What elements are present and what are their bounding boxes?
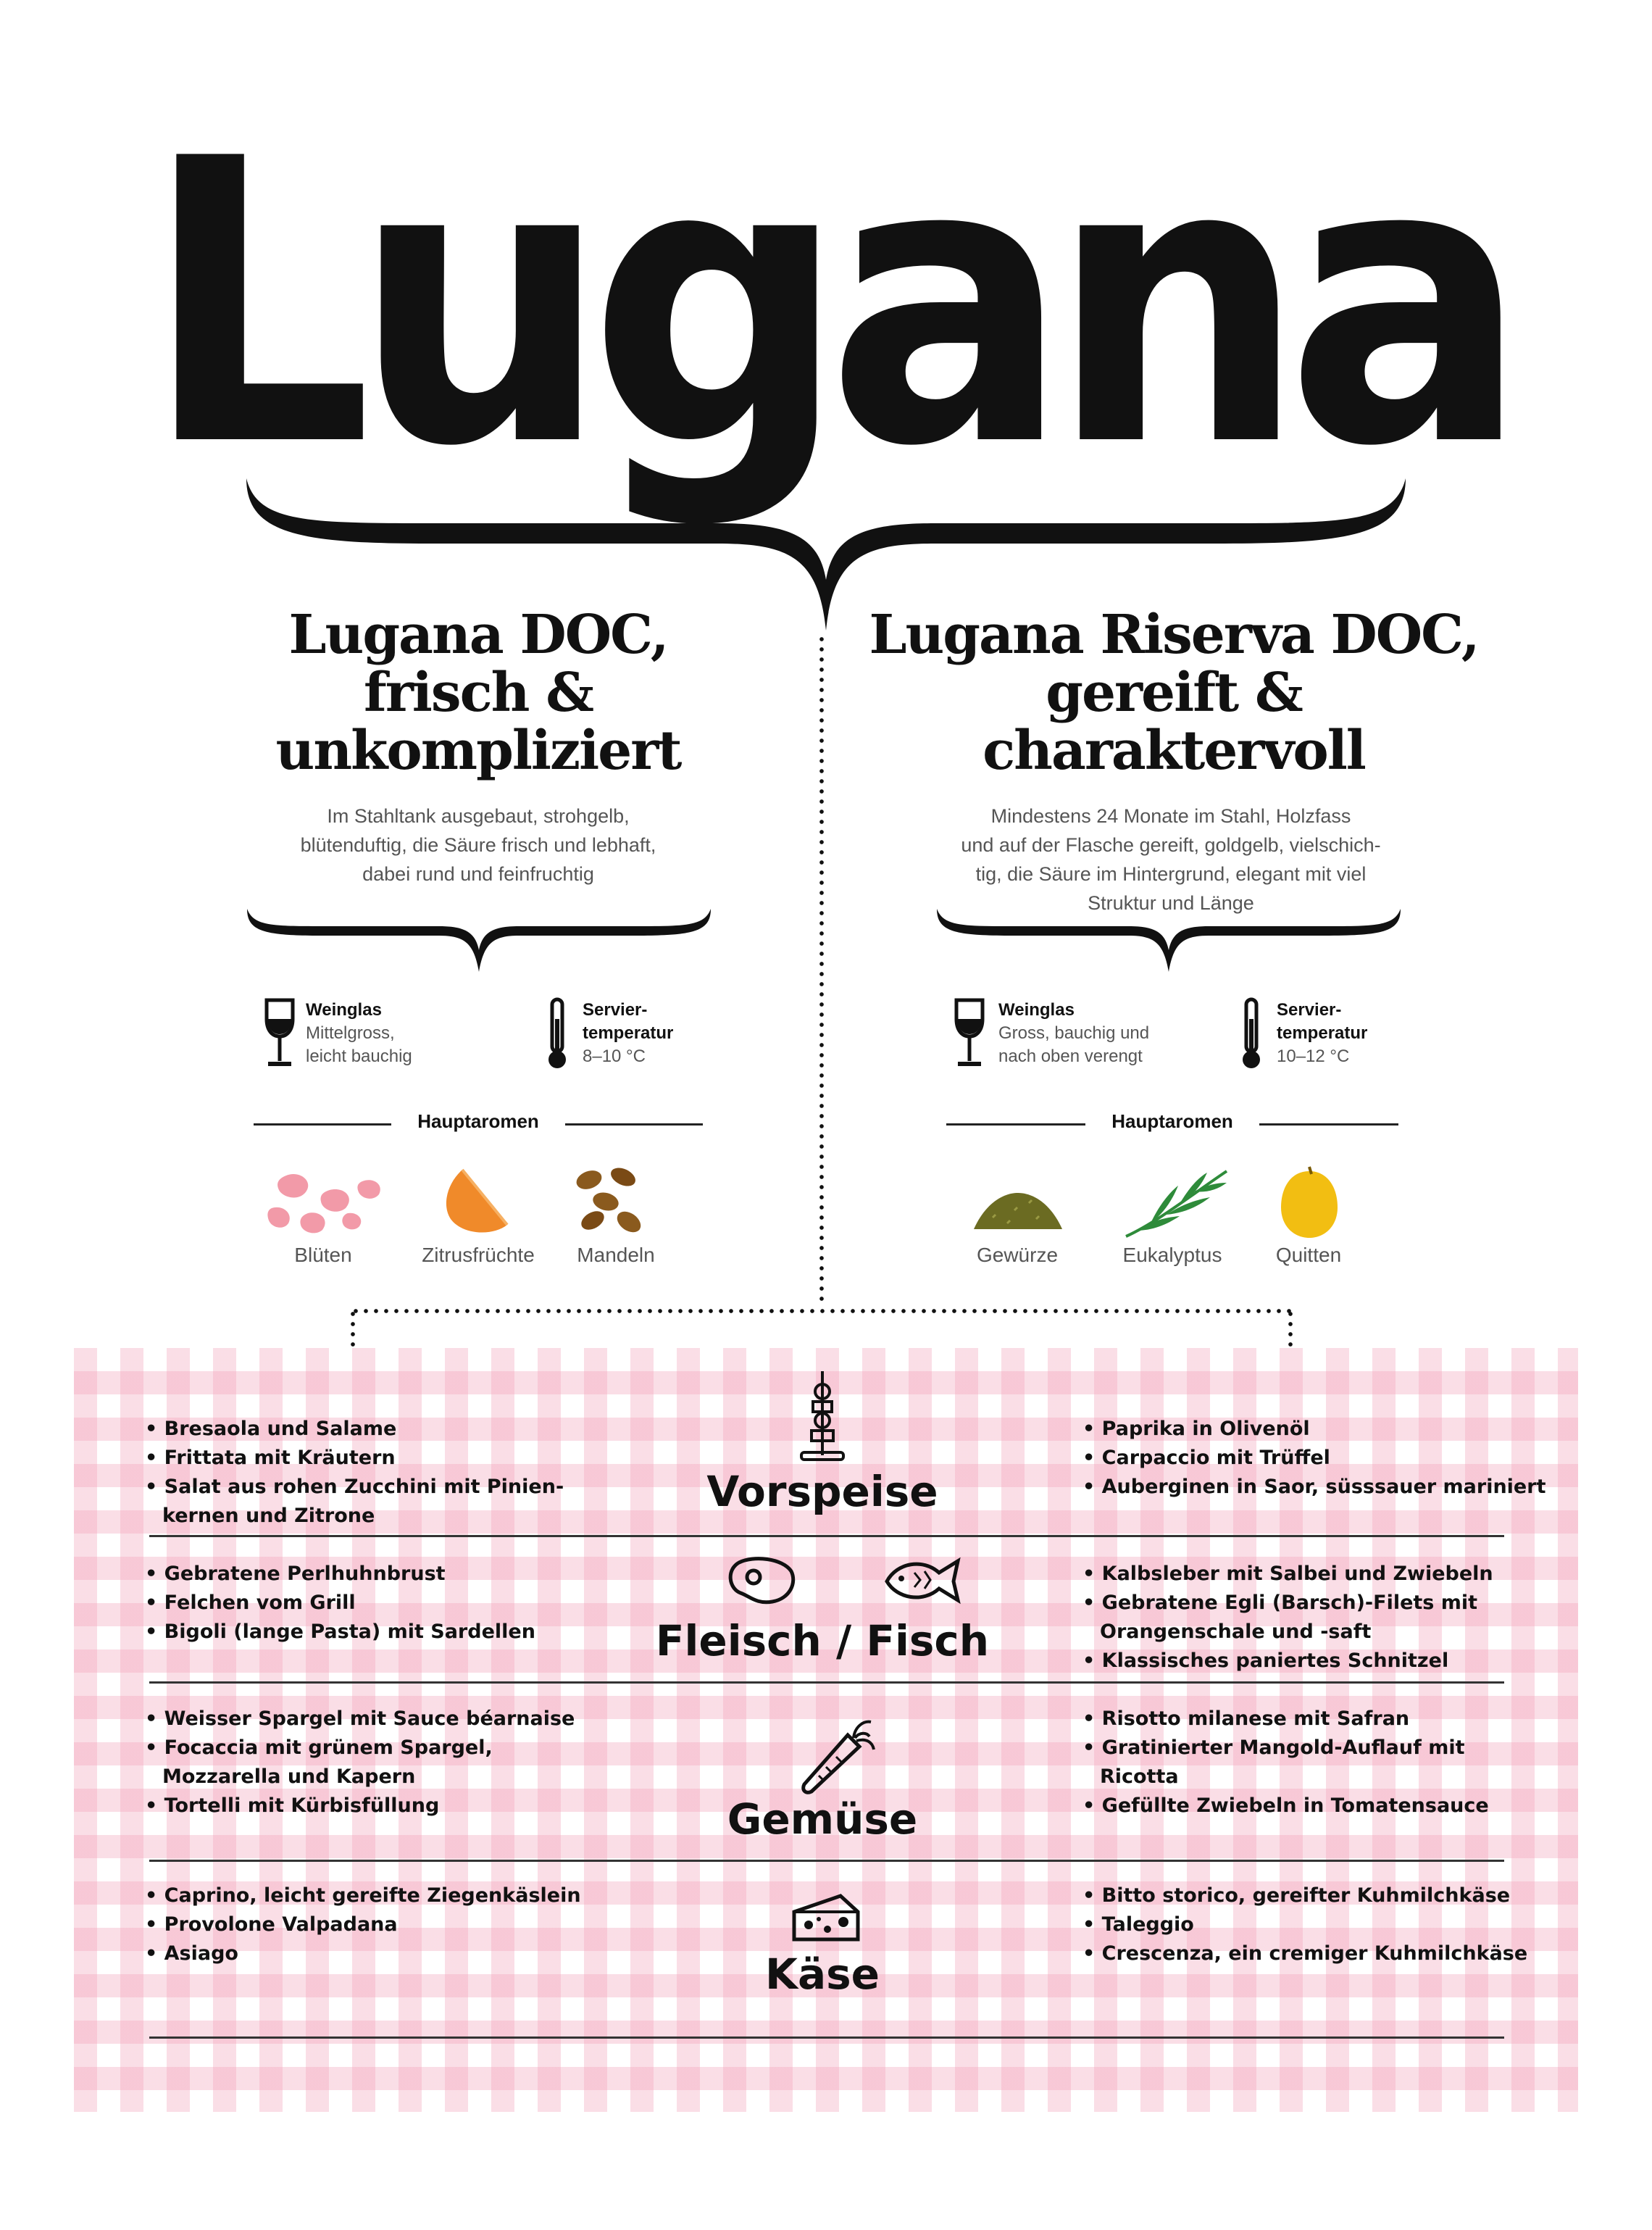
spices-icon [971,1189,1065,1232]
right-aroma-1: Gewürze [976,1244,1059,1266]
right-glass-info: Weinglas Gross, bauchig und nach oben verengt [998,1000,1150,1066]
left-brace [243,903,714,975]
fleisch-left-list: • Gebratene Perlhuhnbrust • Felchen vom Grill • Bigoli (lange Pasta) mit Sardellen [145,1563,535,1643]
course-gemuese: Gemüse [727,1794,918,1844]
citrus-fruit-icon [441,1165,513,1238]
left-wine-description: Im Stahltank ausgebaut, strohgelb, blütenduftig, die Säure frisch und lebhaft, dabei rund und feinfruchtig [300,805,656,885]
left-aroma-rule-right [565,1123,703,1126]
kaese-left-list: • Caprino, leicht gereifte Ziegenkäslein • Provolone Valpadana • Asiago [145,1884,581,1965]
vorspeise-right-list: • Paprika in Olivenöl • Carpaccio mit Trüffel • Auberginen in Saor, süsssauer mariniert [1082,1418,1546,1498]
left-aroma-2: Zitrusfrüchte [422,1244,535,1266]
course-separator [149,2036,1504,2039]
left-temp-info: Servier- temperatur 8–10 °C [583,1000,674,1066]
kaese-right-list: • Bitto storico, gereifter Kuhmilchkäse • Taleggio • Crescenza, ein cremiger Kuhmilchkäse [1082,1884,1528,1965]
right-aroma-rule-right [1259,1123,1398,1126]
course-separator [149,1681,1504,1684]
almonds-icon [571,1164,651,1244]
fleisch-right-list: • Kalbsleber mit Salbei und Zwiebeln • Gebratene Egli (Barsch)-Filets mit Orangenschale und -saft • Klassisches paniertes Schnitzel [1082,1563,1493,1672]
carrot-icon [797,1716,877,1796]
right-aroma-heading: Hauptaromen [1111,1110,1233,1132]
blossom-petals-icon [264,1168,388,1241]
eucalyptus-icon [1122,1164,1230,1244]
quince-icon [1277,1165,1342,1241]
left-aroma-rule-left [254,1123,391,1126]
thermometer-icon [546,997,568,1071]
right-aroma-rule-left [946,1123,1085,1126]
gemuese-right-list: • Risotto milanese mit Safran • Gratinierter Mangold-Auflauf mit Ricotta • Gefüllte Zwiebeln in Tomatensauce [1082,1707,1489,1817]
course-kaese: Käse [765,1950,880,1999]
left-aroma-1: Blüten [294,1244,352,1266]
left-aroma-3: Mandeln [577,1244,655,1266]
fish-icon [883,1555,962,1606]
vorspeise-left-list: • Bresaola und Salame • Frittata mit Kräutern • Salat aus rohen Zucchini mit Pinien- kernen und Zitrone [145,1418,564,1527]
course-fleisch-fisch: Fleisch / Fisch [655,1616,990,1665]
course-separator [149,1535,1504,1537]
right-aroma-2: Eukalyptus [1122,1244,1222,1266]
right-wine-title: Lugana Riserva DOC, gereift & charaktervoll [869,604,1479,782]
gemuese-left-list: • Weisser Spargel mit Sauce béarnaise • Focaccia mit grünem Spargel, Mozzarella und Kapern • Tortelli mit Kürbisfüllung [145,1707,575,1817]
right-wine-description: Mindestens 24 Monate im Stahl, Holzfass und auf der Flasche gereift, goldgelb, vielschich- tig, die Säure im Hintergrund, elegant mit viel Struktur und Länge [961,805,1381,914]
right-brace [933,903,1404,975]
page-title: Lugana [143,77,1509,532]
connector-line [351,1309,1293,1313]
right-aroma-3: Quitten [1275,1244,1342,1266]
left-glass-info: Weinglas Mittelgross, leicht bauchig [306,1000,412,1066]
left-aroma-heading: Hauptaromen [417,1110,539,1132]
course-separator [149,1860,1504,1862]
right-temp-info: Servier- temperatur 10–12 °C [1277,1000,1368,1066]
center-divider [819,634,824,1305]
thermometer-icon [1240,997,1262,1071]
left-wine-title: Lugana DOC, frisch & unkompliziert [275,604,681,782]
cheese-icon [790,1893,862,1944]
course-vorspeise: Vorspeise [706,1467,938,1516]
wine-glass-icon [952,997,987,1070]
skewer-icon [797,1370,848,1464]
wine-glass-icon [262,997,297,1070]
meat-icon [725,1555,797,1606]
